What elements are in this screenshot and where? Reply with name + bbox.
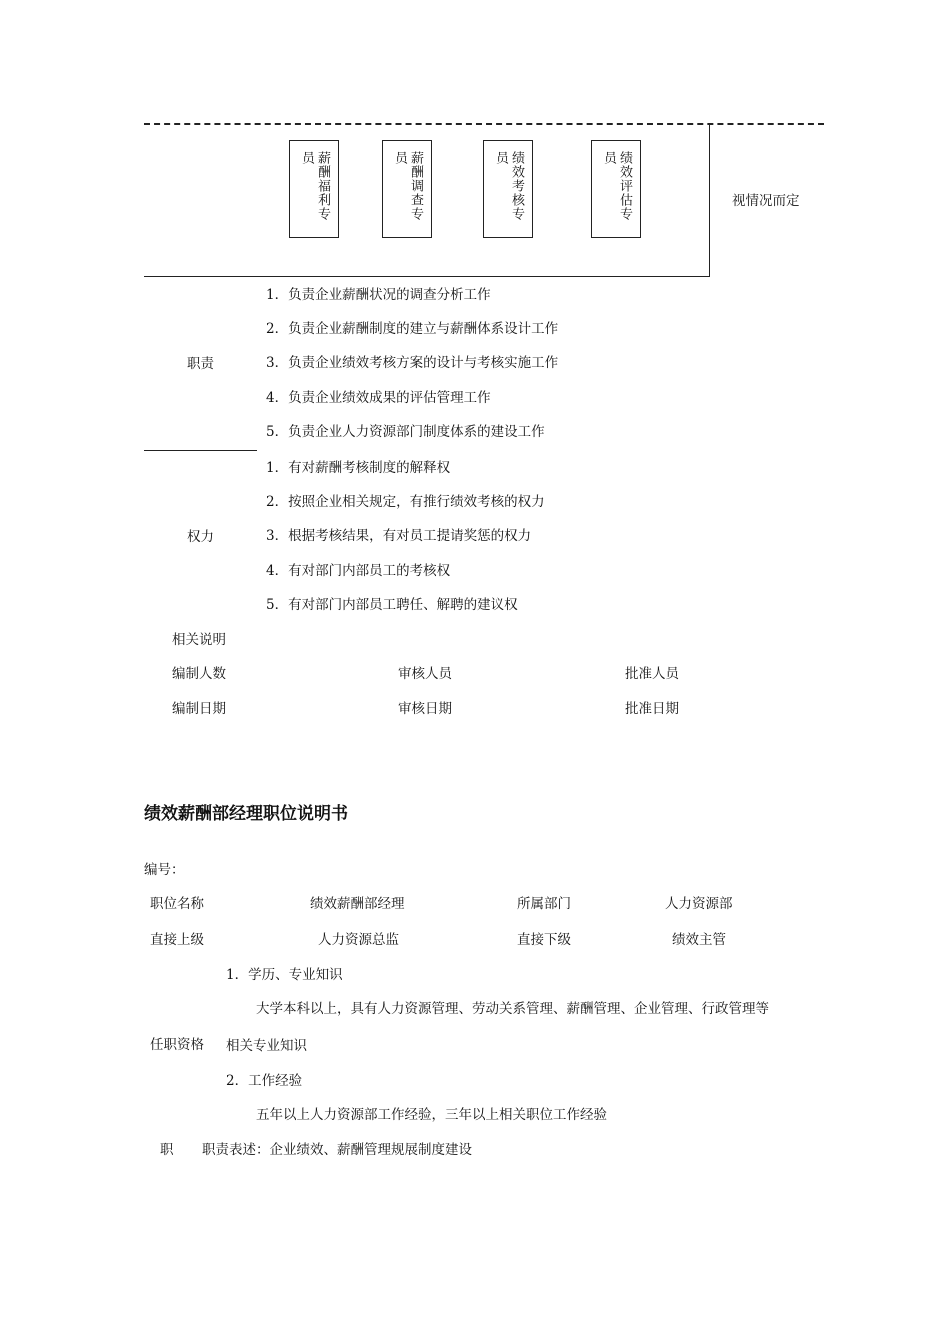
qualification-label: 任职资格 (150, 1037, 204, 1053)
org-box-text: 员 (392, 151, 407, 165)
subordinate-label: 直接下级 (517, 932, 571, 948)
power-item: 2．按照企业相关规定，有推行绩效考核的权力 (266, 494, 545, 510)
number-label: 编号： (144, 862, 185, 878)
duty-item: 2．负责企业薪酬制度的建立与薪酬体系设计工作 (266, 321, 559, 337)
department-label: 所属部门 (517, 896, 571, 912)
experience-text: 五年以上人力资源部工作经验，三年以上相关职位工作经验 (256, 1107, 607, 1123)
org-box-text: 绩效评估专 (617, 151, 632, 221)
dashed-separator (144, 123, 824, 125)
power-item: 4．有对部门内部员工的考核权 (266, 563, 451, 579)
approve-date-label: 批准日期 (625, 701, 679, 717)
org-box-text: 员 (601, 151, 616, 165)
department-value: 人力资源部 (665, 896, 733, 912)
section-divider (144, 450, 257, 451)
org-box-salary-welfare (289, 140, 339, 238)
duty-item: 3．负责企业绩效考核方案的设计与考核实施工作 (266, 355, 559, 371)
education-text: 大学本科以上，具有人力资源管理、劳动关系管理、薪酬管理、企业管理、行政管理等 (256, 1001, 769, 1017)
related-notes-label: 相关说明 (172, 632, 226, 648)
powers-label: 权力 (187, 529, 214, 545)
org-box-text: 薪酬福利专 (315, 151, 330, 221)
superior-label: 直接上级 (150, 932, 204, 948)
position-name-label: 职位名称 (150, 896, 204, 912)
duty-item: 5．负责企业人力资源部门制度体系的建设工作 (266, 424, 545, 440)
org-box-text: 薪酬调查专 (408, 151, 423, 221)
power-item: 5．有对部门内部员工聘任、解聘的建议权 (266, 597, 518, 613)
education-text-cont: 相关专业知识 (226, 1038, 307, 1054)
power-item: 3．根据考核结果，有对员工提请奖惩的权力 (266, 528, 532, 544)
subordinate-value: 绩效主管 (672, 932, 726, 948)
chart-frame-right (709, 124, 710, 276)
duties-label: 职责 (187, 356, 214, 372)
duty-section-label: 职 (160, 1142, 174, 1158)
prep-date-label: 编制日期 (172, 701, 226, 717)
org-box-text: 绩效考核专 (509, 151, 524, 221)
duty-item: 1．负责企业薪酬状况的调查分析工作 (266, 287, 491, 303)
headcount-label: 编制人数 (172, 666, 226, 682)
side-note: 视情况而定 (732, 193, 800, 209)
chart-frame-bottom (144, 276, 710, 277)
approver-label: 批准人员 (625, 666, 679, 682)
reviewer-label: 审核人员 (398, 666, 452, 682)
education-title: 1．学历、专业知识 (226, 967, 343, 983)
org-box-text: 员 (493, 151, 508, 165)
org-box-salary-survey (382, 140, 432, 238)
experience-title: 2．工作经验 (226, 1073, 303, 1089)
org-box-performance-appraisal (483, 140, 533, 238)
superior-value: 人力资源总监 (318, 932, 399, 948)
duty-description: 职责表述：企业绩效、薪酬管理规展制度建设 (202, 1142, 472, 1158)
duty-item: 4．负责企业绩效成果的评估管理工作 (266, 390, 491, 406)
page-title: 绩效薪酬部经理职位说明书 (144, 804, 348, 824)
review-date-label: 审核日期 (398, 701, 452, 717)
position-name-value: 绩效薪酬部经理 (310, 896, 405, 912)
org-box-performance-evaluation (591, 140, 641, 238)
org-box-text: 员 (299, 151, 314, 165)
power-item: 1．有对薪酬考核制度的解释权 (266, 460, 451, 476)
